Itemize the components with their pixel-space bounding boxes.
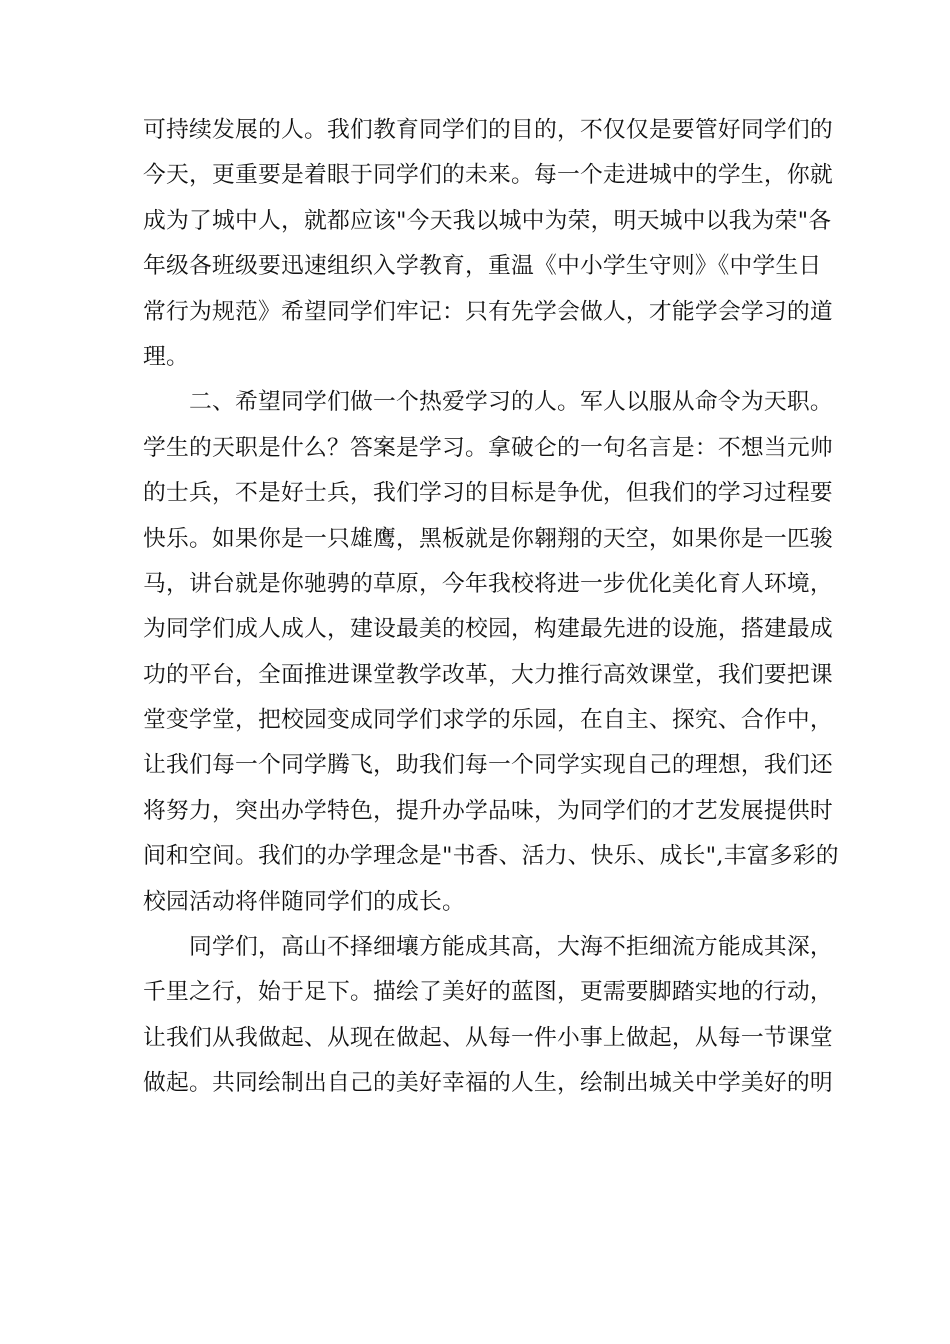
document-body [143, 108, 839, 1107]
text-line: 做起。共同绘制出自己的美好幸福的人生，绘制出城关中学美好的明 [143, 1070, 833, 1097]
text-line: 千里之行，始于足下。描绘了美好的蓝图，更需要脚踏实地的行动， [143, 979, 833, 1006]
text-line: 马，讲台就是你驰骋的草原，今年我校将进一步优化美化育人环境， [143, 570, 833, 597]
text-line: 理。 [143, 343, 189, 370]
paragraph-2 [143, 380, 839, 925]
paragraph-3 [143, 925, 833, 1107]
text-line: 让我们从我做起、从现在做起、从每一件小事上做起，从每一节课堂 [143, 1024, 833, 1051]
text-line: 年级各班级要迅速组织入学教育，重温《中小学生守则》《中学生日 [143, 253, 822, 280]
text-line: 可持续发展的人。我们教育同学们的目的，不仅仅是要管好同学们的 [143, 117, 833, 143]
text-line: 今天，更重要是着眼于同学们的未来。每一个走进城中的学生，你就 [143, 162, 833, 189]
text-line: 二、希望同学们做一个热爱学习的人。军人以服从命令为天职。 [189, 389, 833, 416]
text-line: 快乐。如果你是一只雄鹰，黑板就是你翱翔的天空，如果你是一匹骏 [143, 525, 833, 552]
text-line: 同学们，高山不择细壤方能成其高，大海不拒细流方能成其深， [189, 934, 833, 961]
text-line: 常行为规范》希望同学们牢记：只有先学会做人，才能学会学习的道 [143, 298, 833, 325]
text-line: 校园活动将伴随同学们的成长。 [143, 888, 465, 915]
paragraph-1 [143, 108, 833, 380]
text-line: 的士兵，不是好士兵，我们学习的目标是争优，但我们的学习过程要 [143, 480, 833, 507]
text-line: 将努力，突出办学特色，提升办学品味，为同学们的才艺发展提供时 [143, 797, 833, 824]
text-line: 学生的天职是什么？答案是学习。拿破仑的一句名言是：不想当元帅 [143, 434, 833, 461]
text-line: 功的平台，全面推进课堂教学改革，大力推行高效课堂，我们要把课 [143, 661, 833, 688]
text-line: 堂变学堂，把校园变成同学们求学的乐园，在自主、探究、合作中， [143, 707, 833, 734]
text-line: 成为了城中人，就都应该"今天我以城中为荣，明天城中以我为荣"各 [143, 207, 832, 234]
text-line: 间和空间。我们的办学理念是"书香、活力、快乐、成长",丰富多彩的 [143, 843, 839, 870]
text-line: 让我们每一个同学腾飞，助我们每一个同学实现自己的理想，我们还 [143, 752, 833, 779]
text-line: 为同学们成人成人，建设最美的校园，构建最先进的设施，搭建最成 [143, 616, 833, 643]
